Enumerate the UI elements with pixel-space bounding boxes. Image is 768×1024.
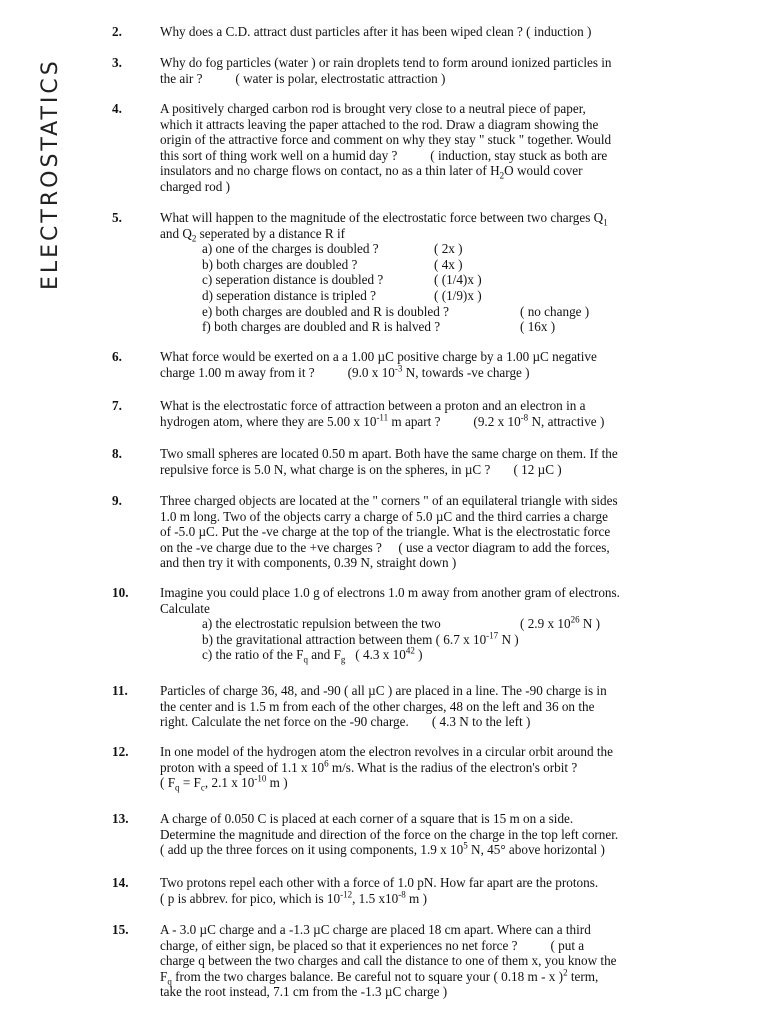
line: charged rod ) [160, 178, 231, 194]
line: take the root instead, 7.1 cm from the -1.3 µC charge ) [160, 984, 448, 1000]
line [160, 226, 702, 242]
question-number: 4. [112, 101, 122, 116]
line: origin of the attractive force and comment on why they stay " stuck " together. Would [160, 132, 612, 148]
line: charge, of either sign, be placed so that it experiences no net force ? ( put a [160, 937, 585, 953]
text: ( F [160, 775, 176, 791]
line: and then try it with components, 0.39 N, straight down ) [160, 555, 457, 571]
question-number: 7. [112, 398, 122, 413]
text: insulators and no charge flows on contact, no as a thin later of H [160, 163, 500, 179]
question-5 [112, 210, 702, 335]
line: Determine the magnitude and direction of the force on the charge in the top left corner. [160, 826, 619, 842]
question-9 [112, 493, 702, 571]
question-number: 3. [112, 55, 122, 70]
question-text [160, 349, 702, 380]
text: N, 45° above horizontal ) [467, 842, 605, 858]
question-text [160, 922, 702, 1000]
question-text [160, 398, 702, 429]
superscript: -8 [398, 889, 406, 900]
subscript: 2 [499, 171, 505, 182]
sub-part-e [202, 304, 702, 320]
text: ( add up the three forces on it using components, 1.9 x 10 [160, 842, 464, 858]
sub-question: c) seperation distance is doubled ? [202, 272, 384, 288]
subscript: q [167, 976, 172, 987]
subscript: 1 [603, 217, 608, 228]
question-text [160, 875, 702, 906]
line: on the -ve charge due to the +ve charges ? ( use a vector diagram to add the forces, [160, 539, 610, 555]
line: charge q between the two charges and call the distance to one of them x, you know the [160, 953, 617, 969]
superscript: 2 [563, 967, 568, 978]
line: this sort of thing work well on a humid day ? ( induction, stay stuck as both are [160, 147, 608, 163]
sub-part-c [202, 645, 702, 666]
line: What force would be exerted on a a 1.00 µC positive charge by a 1.00 µC negative [160, 349, 597, 364]
question-number: 12. [112, 744, 129, 759]
text: F [160, 968, 168, 984]
text: N, towards -ve charge ) [402, 364, 530, 380]
question-number: 14. [112, 875, 129, 890]
question-number: 6. [112, 349, 122, 364]
text: charge 1.00 m away from it ? (9.0 x 10 [160, 364, 395, 380]
question-text [160, 683, 702, 730]
sub-part-c [202, 272, 702, 288]
question-text [160, 210, 702, 335]
line: the air ? ( water is polar, electrostatic attraction ) [160, 70, 446, 86]
sub-question: f) both charges are doubled and R is halved ? [202, 319, 441, 335]
line: repulsive force is 5.0 N, what charge is on the spheres, in µC ? ( 12 µC ) [160, 461, 562, 477]
text: N, attractive ) [528, 413, 605, 429]
answer: ( 4x ) [434, 256, 463, 272]
question-15 [112, 922, 702, 1000]
question-number: 15. [112, 922, 129, 937]
sub-question: b) the gravitational attraction between them ( 6.7 x 10 [202, 631, 487, 647]
superscript: -11 [376, 412, 389, 423]
question-number: 5. [112, 210, 122, 225]
line [160, 969, 702, 985]
question-2 [112, 24, 702, 40]
question-number: 10. [112, 585, 129, 600]
question-text [160, 55, 702, 86]
text: ) [414, 647, 423, 663]
line: Why do fog particles (water ) or rain droplets tend to form around ionized particles in [160, 55, 612, 70]
superscript: 6 [324, 758, 329, 769]
question-number: 9. [112, 493, 122, 508]
question-number: 8. [112, 446, 122, 461]
question-11 [112, 683, 702, 730]
answer: ( 2.9 x 10 [520, 616, 571, 632]
question-13 [112, 811, 702, 858]
text: O would cover [504, 163, 583, 179]
side-label-electrostatics: ELECTROSTATICS [38, 58, 63, 290]
question-6 [112, 349, 702, 380]
line [160, 842, 702, 858]
sub-part-b [202, 632, 702, 648]
line [160, 414, 702, 430]
answer: ( (1/4)x ) [434, 272, 482, 288]
line: of -5.0 µC. Put the -ve charge at the top of the triangle. What is the electrostatic force [160, 524, 611, 540]
line: Calculate [160, 600, 210, 616]
question-number: 13. [112, 811, 129, 826]
question-number: 11. [112, 683, 128, 698]
line: In one model of the hydrogen atom the electron revolves in a circular orbit around the [160, 744, 613, 759]
sub-question: a) the electrostatic repulsion between the two [202, 616, 441, 632]
superscript: -3 [394, 363, 403, 374]
line [160, 775, 702, 791]
question-text [160, 585, 702, 666]
question-number: 2. [112, 24, 122, 39]
superscript: -8 [520, 412, 529, 423]
question-10 [112, 585, 702, 666]
text: ( 4.3 x 10 [345, 647, 406, 663]
line: Imagine you could place 1.0 g of electrons 1.0 m away from another gram of electrons. [160, 585, 620, 600]
question-text [160, 744, 702, 791]
line: Three charged objects are located at the " corners " of an equilateral triangle with sides [160, 493, 618, 508]
text: ( p is abbrev. for pico, which is 10 [160, 890, 341, 906]
question-8 [112, 446, 702, 477]
superscript: -10 [254, 773, 267, 784]
line: Two protons repel each other with a force of 1.0 pN. How far apart are the protons. [160, 875, 599, 890]
text: seperated by a distance R if [196, 225, 346, 241]
line: What is the electrostatic force of attraction between a proton and an electron in a [160, 398, 586, 413]
sub-part-a [202, 241, 702, 257]
line: which it attracts leaving the paper attached to the rod. Draw a diagram showing the [160, 116, 599, 132]
text: m ) [266, 775, 288, 791]
subscript: q [175, 782, 180, 793]
text: What will happen to the magnitude of the electrostatic force between two charges Q [160, 210, 604, 225]
line: A charge of 0.050 C is placed at each corner of a square that is 15 m on a side. [160, 811, 574, 826]
text: term, [567, 968, 599, 984]
superscript: -17 [486, 630, 499, 641]
question-text [160, 446, 702, 477]
line [160, 365, 702, 381]
text: N ) [579, 616, 601, 632]
text: hydrogen atom, where they are 5.00 x 10 [160, 413, 377, 429]
superscript: 5 [463, 840, 468, 851]
sub-question: a) one of the charges is doubled ? [202, 241, 379, 257]
sub-question: b) both charges are doubled ? [202, 256, 358, 272]
superscript: 42 [405, 645, 415, 656]
line [160, 210, 702, 226]
sub-part-b [202, 257, 702, 273]
question-12 [112, 744, 702, 791]
sub-question: d) seperation distance is tripled ? [202, 287, 376, 303]
line [160, 760, 702, 776]
line: the center and is 1.5 m from each of the other charges, 48 on the left and 36 on the [160, 698, 595, 714]
question-7 [112, 398, 702, 429]
question-text: Why does a C.D. attract dust particles after it has been wiped clean ? ( induction ) [160, 24, 592, 39]
text: m ) [405, 890, 427, 906]
superscript: 26 [570, 614, 580, 625]
sub-part-f [202, 319, 702, 335]
text: m apart ? (9.2 x 10 [388, 413, 521, 429]
line: A positively charged carbon rod is brought very close to a neutral piece of paper, [160, 101, 586, 116]
question-text [160, 493, 702, 571]
subscript: 2 [191, 233, 197, 244]
subscript: q [303, 655, 308, 666]
line [160, 163, 702, 182]
question-text [160, 811, 702, 858]
line: Particles of charge 36, 48, and -90 ( all µC ) are placed in a line. The -90 charge is in [160, 683, 607, 698]
sub-part-a [202, 616, 702, 632]
line [160, 891, 702, 907]
text: , 1.5 x10 [352, 890, 399, 906]
line: Two small spheres are located 0.50 m apart. Both have the same charge on them. If the [160, 446, 618, 461]
answer: ( no change ) [520, 303, 590, 319]
answer: ( (1/9)x ) [434, 287, 482, 303]
question-4 [112, 101, 702, 195]
subscript: g [340, 655, 346, 666]
question-14 [112, 875, 702, 906]
text: proton with a speed of 1.1 x 10 [160, 759, 325, 775]
superscript: -12 [340, 889, 353, 900]
line: 1.0 m long. Two of the objects carry a charge of 5.0 µC and the third carries a charge [160, 508, 608, 524]
sub-part-d [202, 288, 702, 304]
answer: ( 16x ) [520, 319, 556, 335]
subscript: c [200, 782, 205, 793]
question-text [160, 101, 702, 195]
line: A - 3.0 µC charge and a -1.3 µC charge are placed 18 cm apart. Where can a third [160, 922, 591, 937]
text: = F [179, 775, 201, 791]
text: , 2.1 x 10 [204, 775, 255, 791]
line: right. Calculate the net force on the -90 charge. ( 4.3 N to the left ) [160, 714, 531, 730]
sub-question: e) both charges are doubled and R is doubled ? [202, 303, 449, 319]
answer: ( 2x ) [434, 241, 463, 257]
text: m/s. What is the radius of the electron's orbit ? [328, 759, 578, 775]
text: and F [307, 647, 341, 663]
text: from the two charges balance. Be careful not to square your ( 0.18 m - x ) [171, 968, 564, 984]
sub-question: c) the ratio of the F [202, 647, 304, 663]
question-3 [112, 55, 702, 86]
text: N ) [498, 631, 519, 647]
text: and Q [160, 225, 192, 241]
